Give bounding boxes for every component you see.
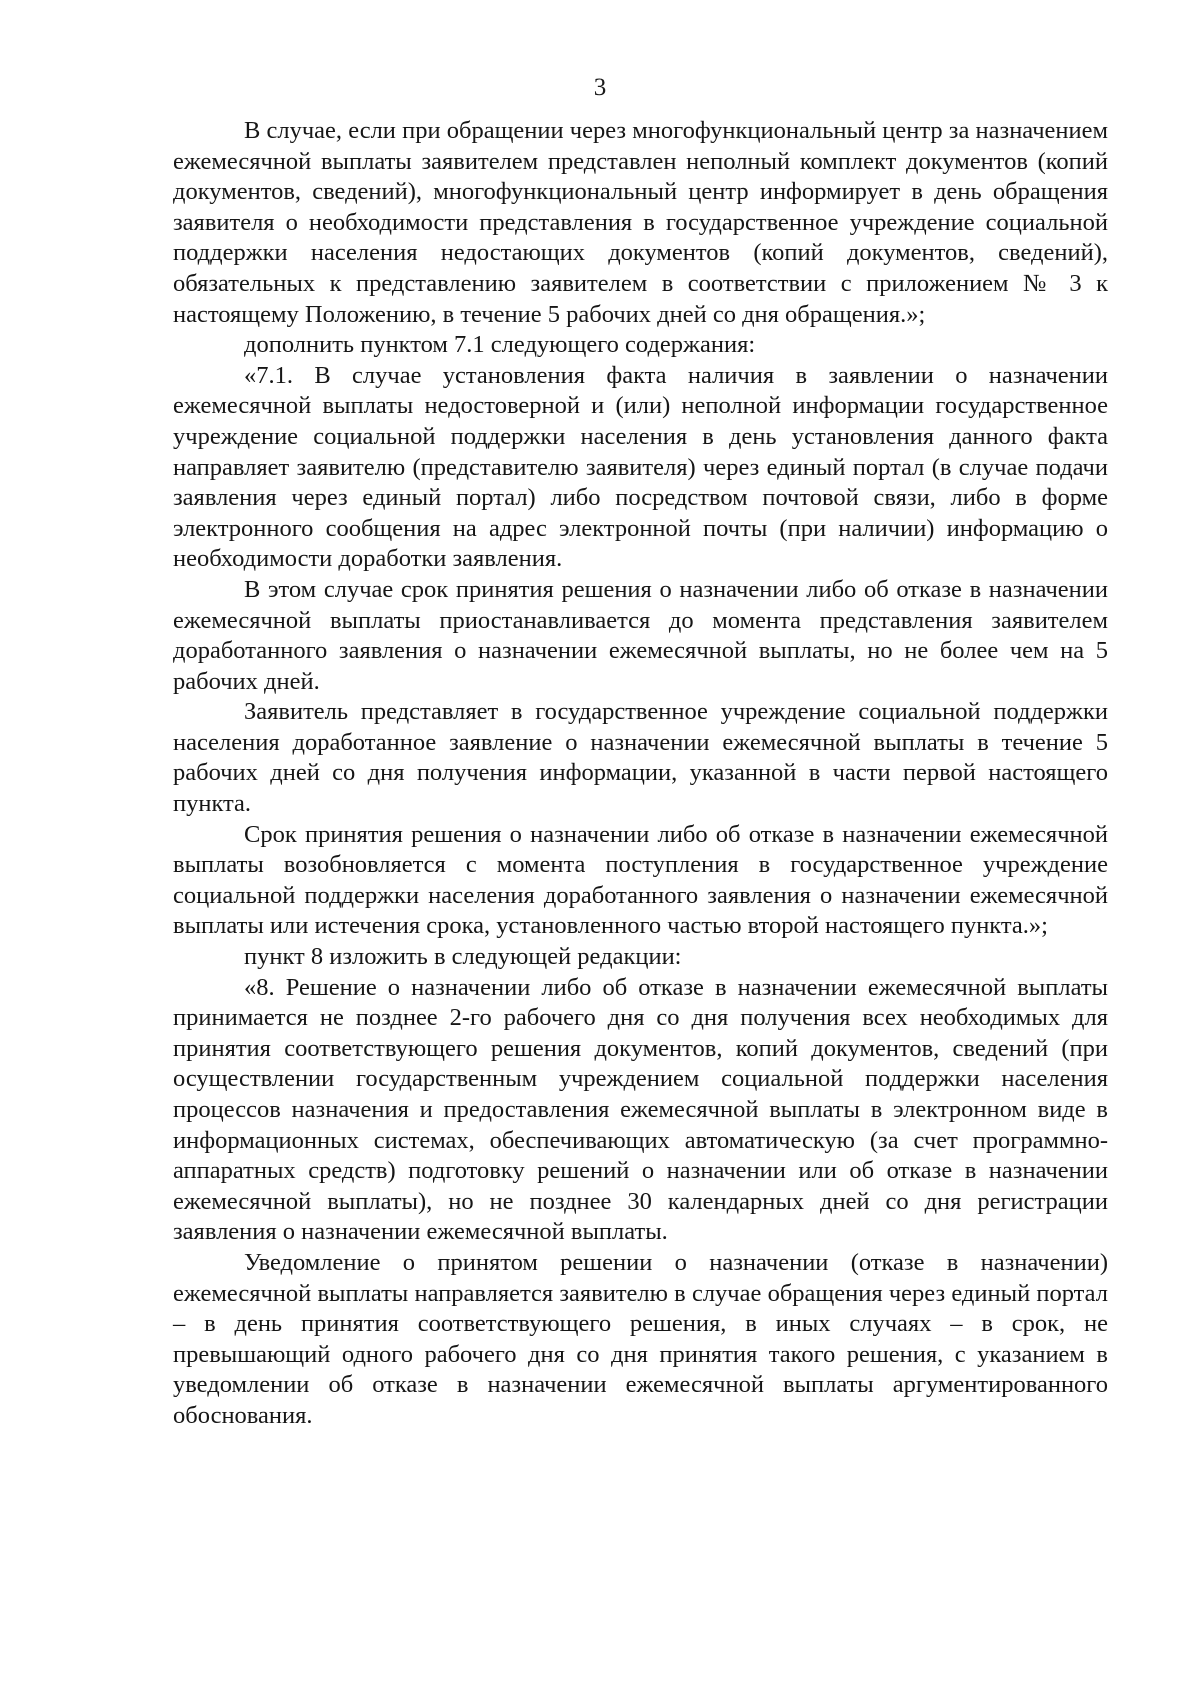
paragraph-point-7-1: «7.1. В случае установления факта наличия в заявлении о назначении ежемесячной выплаты недостоверной и (или) неполной информации государственное учреждение социальной поддержки населения в день установления данного факта направляет заявителю (представителю заявителя) через единый портал (в случае подачи заявления через единый портал) либо посредством почтовой связи, либо в форме электронного сообщения на адрес электронной почты (при наличии) информацию о необходимости доработки заявления. <box>173 361 1108 573</box>
page-number: 3 <box>593 74 607 101</box>
paragraph-term-resumption: Срок принятия решения о назначении либо об отказе в назначении ежемесячной выплаты возобновляется с момента поступления в государственное учреждение социальной поддержки населения доработанного заявления о назначении ежемесячной выплаты или истечения срока, установленного частью второй настоящего пункта.»; <box>173 820 1108 940</box>
paragraph-applicant-resubmission: Заявитель представляет в государственное учреждение социальной поддержки населения доработанное заявление о назначении ежемесячной выплаты в течение 5 рабочих дней со дня получения информации, указанной в части первой настоящего пункта. <box>173 698 1108 818</box>
paragraph-add-point-7-1: дополнить пунктом 7.1 следующего содержания: <box>244 331 756 359</box>
document-body <box>173 116 1108 1432</box>
paragraph-point-8-revision: пункт 8 изложить в следующей редакции: <box>244 943 682 971</box>
paragraph-term-suspension: В этом случае срок принятия решения о назначении либо об отказе в назначении ежемесячной выплаты приостанавливается до момента представления заявителем доработанного заявления о назначении ежемесячной выплаты, но не более чем на 5 рабочих дней. <box>173 575 1108 695</box>
paragraph-decision-notification: Уведомление о принятом решении о назначении (отказе в назначении) ежемесячной выплаты направляется заявителю в случае обращения через единый портал – в день принятия соответствующего решения, в иных случаях – в срок, не превышающий одного рабочего дня со дня принятия такого решения, с указанием в уведомлении об отказе в назначении ежемесячной выплаты аргументированного обоснования. <box>173 1248 1108 1429</box>
paragraph-point-8: «8. Решение о назначении либо об отказе в назначении ежемесячной выплаты принимается не позднее 2-го рабочего дня со дня получения всех необходимых для принятия соответствующего решения документов, копий документов, сведений (при осуществлении государственным учреждением социальной поддержки населения процессов назначения и предоставления ежемесячной выплаты в электронном виде в информационных системах, обеспечивающих автоматическую (за счет программно-аппаратных средств) подготовку решений о назначении или об отказе в назначении ежемесячной выплаты), но не позднее 30 календарных дней со дня регистрации заявления о назначении ежемесячной выплаты. <box>173 973 1108 1246</box>
paragraph-mfc-incomplete-documents: В случае, если при обращении через многофункциональный центр за назначением ежемесячной выплаты заявителем представлен неполный комплект документов (копий документов, сведений), многофункциональный центр информирует в день обращения заявителя о необходимости представления в государственное учреждение социальной поддержки населения недостающих документов (копий документов, сведений), обязательных к представлению заявителем в соответствии с приложением № 3 к настоящему Положению, в течение 5 рабочих дней со дня обращения.»; <box>173 117 1108 328</box>
